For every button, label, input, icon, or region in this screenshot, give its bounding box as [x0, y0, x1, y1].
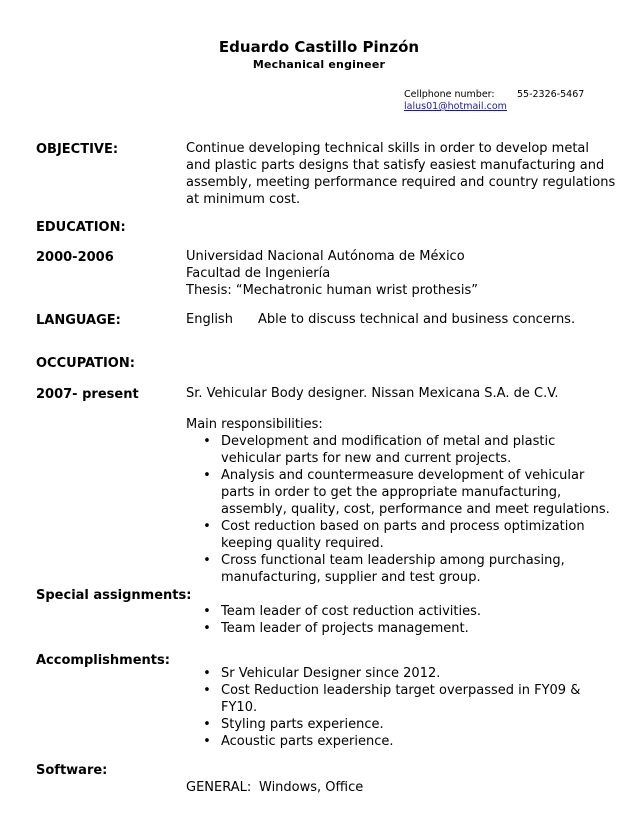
accomplishments-label: Accomplishments:	[36, 653, 170, 668]
objective-line: and plastic parts designs that satisfy easiest manufacturing and	[186, 158, 605, 173]
occupation-position: Sr. Vehicular Body designer. Nissan Mexicana S.A. de C.V.	[186, 386, 559, 401]
bullet-item	[200, 433, 610, 467]
bullet-item	[200, 733, 580, 750]
special-assignments-label: Special assignments:	[36, 588, 192, 603]
language-name: English	[186, 312, 233, 327]
bullet-line: Styling parts experience.	[221, 717, 384, 732]
email-link[interactable]: lalus01@hotmail.com	[404, 101, 507, 112]
bullet-line: Team leader of cost reduction activities.	[221, 604, 482, 619]
education-period: 2000-2006	[36, 250, 114, 265]
special-assignments-list	[200, 603, 481, 637]
bullet-line: keeping quality required.	[221, 536, 384, 551]
bullet-icon: •	[203, 434, 211, 449]
bullet-icon: •	[203, 666, 211, 681]
accomplishments-list	[200, 665, 580, 750]
bullet-item	[200, 665, 580, 682]
bullet-line: Acoustic parts experience.	[221, 734, 394, 749]
bullet-line: vehicular parts for new and current projects.	[221, 451, 512, 466]
education-details	[186, 248, 478, 299]
resume-title: Mechanical engineer	[252, 58, 386, 71]
cellphone-number: 55-2326-5467	[517, 89, 585, 100]
education-label: EDUCATION:	[36, 220, 126, 235]
cellphone-label: Cellphone number:	[404, 89, 495, 100]
objective-line: assembly, meeting performance required and country regulations	[186, 175, 616, 190]
bullet-line: parts in order to get the appropriate manufacturing,	[221, 485, 562, 500]
occupation-label: OCCUPATION:	[36, 356, 135, 371]
bullet-icon: •	[203, 717, 211, 732]
bullet-item	[200, 518, 610, 552]
bullet-icon: •	[203, 519, 211, 534]
bullet-item	[200, 620, 481, 637]
bullet-line: Cost Reduction leadership target overpassed in FY09 &	[221, 683, 581, 698]
objective-label: OBJECTIVE:	[36, 142, 119, 157]
bullet-icon: •	[203, 621, 211, 636]
bullet-icon: •	[203, 468, 211, 483]
bullet-line: Analysis and countermeasure development of vehicular	[221, 468, 585, 483]
bullet-line: manufacturing, supplier and test group.	[221, 570, 481, 585]
bullet-item	[200, 603, 481, 620]
bullet-line: FY10.	[221, 700, 258, 715]
responsibilities-label: Main responsibilities:	[186, 417, 323, 432]
bullet-icon: •	[203, 553, 211, 568]
software-label: Software:	[36, 763, 108, 778]
education-line: Universidad Nacional Autónoma de México	[186, 249, 465, 264]
responsibilities-list	[200, 433, 610, 586]
bullet-icon: •	[203, 604, 211, 619]
objective-line: at minimum cost.	[186, 192, 301, 207]
bullet-line: assembly, quality, cost, performance and meet regulations.	[221, 502, 610, 517]
bullet-line: Cross functional team leadership among purchasing,	[221, 553, 565, 568]
bullet-item	[200, 716, 580, 733]
bullet-line: Cost reduction based on parts and process optimization	[221, 519, 585, 534]
bullet-icon: •	[203, 683, 211, 698]
bullet-icon: •	[203, 734, 211, 749]
language-detail: Able to discuss technical and business concerns.	[258, 312, 576, 327]
resume-name: Eduardo Castillo Pinzón	[218, 38, 420, 56]
bullet-item	[200, 682, 580, 716]
education-line: Thesis: “Mechatronic human wrist prothesis”	[186, 283, 478, 298]
bullet-line: Development and modification of metal and plastic	[221, 434, 556, 449]
education-line: Facultad de Ingeniería	[186, 266, 331, 281]
bullet-item	[200, 467, 610, 518]
occupation-period: 2007- present	[36, 387, 139, 402]
objective-line: Continue developing technical skills in order to develop metal	[186, 141, 590, 156]
bullet-line: Team leader of projects management.	[221, 621, 469, 636]
software-category: GENERAL:	[186, 780, 252, 795]
language-label: LANGUAGE:	[36, 313, 121, 328]
bullet-item	[200, 552, 610, 586]
software-items: Windows, Office	[259, 780, 364, 795]
bullet-line: Sr Vehicular Designer since 2012.	[221, 666, 441, 681]
objective-text	[186, 140, 615, 208]
